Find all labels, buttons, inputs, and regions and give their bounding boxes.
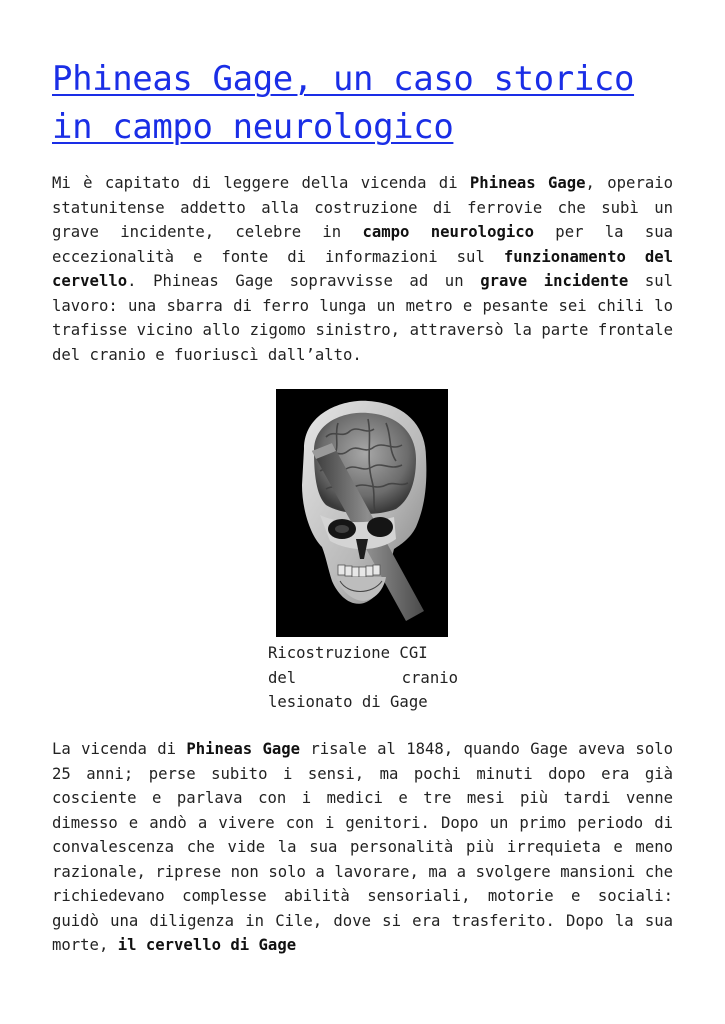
body-text-2: risale al 1848, quando Gage aveva solo 25 anni; perse subito i sensi, ma pochi minuti dopo era già cosciente e parlava con i medici e tre mesi più tardi venne dimesso e andò a vivere con i genitori. Dopo un primo periodo di convalescenza che vide la sua personalità più irrequieta e meno razionale, riprese non solo a lavorare, ma a svolgere mansioni che richiedevano complesse abilità sensoriali, motorie e sociali: guidò una diligenza in Cile, dove si era trasferito. Dopo la sua morte, <box>52 740 673 954</box>
body-text-1: La vicenda di <box>52 740 187 758</box>
caption-line-1: Ricostruzione CGI <box>268 644 428 662</box>
skull-reconstruction-image <box>276 389 448 637</box>
intro-bold-campo-neurologico: campo neurologico <box>362 223 535 241</box>
article <box>52 0 673 954</box>
page-title <box>52 55 673 151</box>
caption-line-2 <box>268 666 458 691</box>
intro-bold-funzionamento: funzionamento del cervello <box>52 247 673 290</box>
intro-paragraph <box>52 171 673 367</box>
skull-illustration <box>276 389 448 637</box>
intro-text-3: per la sua eccezionalità e fonte di informazioni sul <box>52 223 673 266</box>
intro-text-4: . Phineas Gage sopravvisse ad un <box>127 272 481 290</box>
intro-text-2: , operaio statunitense addetto alla costruzione di ferrovie che subì un grave incidente, celebre in <box>52 174 673 241</box>
body-bold-cervello-di-gage: il cervello di Gage <box>117 936 297 954</box>
intro-text-5: sul lavoro: una sbarra di ferro lunga un metro e pesante sei chili lo trafisse vicino allo zigomo sinistro, attraversò la parte frontale del cranio e fuoriuscì dall’alto. <box>52 272 673 364</box>
caption-word-cranio: cranio <box>401 668 458 687</box>
caption-word-del: del <box>268 668 297 687</box>
intro-bold-phineas-gage: Phineas Gage <box>469 174 586 192</box>
body-bold-phineas-gage: Phineas Gage <box>186 740 301 758</box>
title-link[interactable]: Phineas Gage, un caso storico in campo neurologico <box>52 59 635 147</box>
intro-text-1: Mi è capitato di leggere della vicenda di <box>52 174 470 192</box>
caption-line-3: lesionato di Gage <box>268 693 428 711</box>
intro-bold-grave-incidente: grave incidente <box>480 272 629 290</box>
body-paragraph <box>52 737 673 958</box>
figure-caption <box>268 641 458 715</box>
